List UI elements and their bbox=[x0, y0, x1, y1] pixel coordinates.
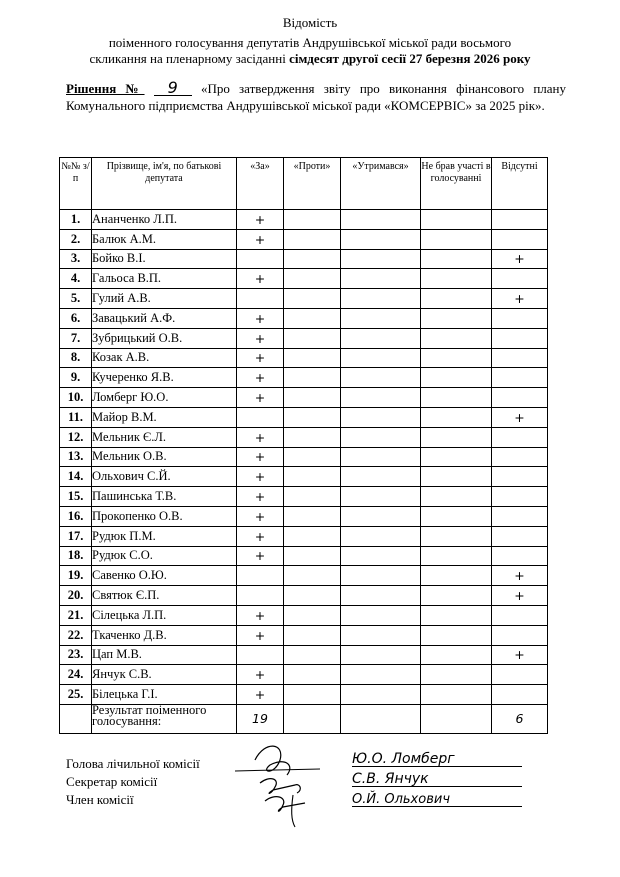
col-abstain-header: «Утримався» bbox=[341, 158, 421, 210]
vote-against bbox=[284, 447, 341, 467]
table-row bbox=[60, 467, 548, 487]
vote-abstain bbox=[341, 625, 421, 645]
vote-for: + bbox=[237, 605, 284, 625]
chair-name-line bbox=[352, 750, 522, 767]
vote-novote bbox=[421, 467, 492, 487]
vote-abstain bbox=[341, 289, 421, 309]
vote-abstain bbox=[341, 506, 421, 526]
table-row bbox=[60, 229, 548, 249]
row-number: 14. bbox=[60, 467, 92, 487]
deputy-name: Ткаченко Д.В. bbox=[92, 625, 237, 645]
row-number: 3. bbox=[60, 249, 92, 269]
table-row bbox=[60, 566, 548, 586]
vote-for: + bbox=[237, 685, 284, 705]
vote-for: + bbox=[237, 665, 284, 685]
votes-table bbox=[59, 157, 548, 734]
vote-absent bbox=[492, 526, 548, 546]
table-row bbox=[60, 407, 548, 427]
vote-novote bbox=[421, 289, 492, 309]
vote-novote bbox=[421, 328, 492, 348]
table-row bbox=[60, 388, 548, 408]
vote-abstain bbox=[341, 645, 421, 665]
vote-absent: + bbox=[492, 249, 548, 269]
table-row bbox=[60, 447, 548, 467]
row-number: 20. bbox=[60, 586, 92, 606]
deputy-name: Білецька Г.І. bbox=[92, 685, 237, 705]
deputy-name: Мельник Є.Л. bbox=[92, 427, 237, 447]
vote-novote bbox=[421, 210, 492, 230]
vote-abstain bbox=[341, 665, 421, 685]
secretary-name-line bbox=[352, 770, 522, 787]
vote-against bbox=[284, 625, 341, 645]
vote-against bbox=[284, 210, 341, 230]
table-row bbox=[60, 546, 548, 566]
vote-against bbox=[284, 249, 341, 269]
deputy-name: Ананченко Л.П. bbox=[92, 210, 237, 230]
row-number: 22. bbox=[60, 625, 92, 645]
vote-for: + bbox=[237, 328, 284, 348]
vote-against bbox=[284, 368, 341, 388]
vote-against bbox=[284, 506, 341, 526]
row-number: 18. bbox=[60, 546, 92, 566]
row-number: 7. bbox=[60, 328, 92, 348]
result-num-cell bbox=[60, 704, 92, 733]
vote-absent bbox=[492, 388, 548, 408]
vote-abstain bbox=[341, 447, 421, 467]
deputy-name: Пашинська Т.В. bbox=[92, 487, 237, 507]
vote-absent bbox=[492, 210, 548, 230]
result-for: 19 bbox=[237, 704, 284, 733]
vote-absent bbox=[492, 229, 548, 249]
row-number: 24. bbox=[60, 665, 92, 685]
vote-absent bbox=[492, 427, 548, 447]
vote-absent bbox=[492, 308, 548, 328]
vote-for: + bbox=[237, 526, 284, 546]
vote-against bbox=[284, 308, 341, 328]
deputy-name: Цап М.В. bbox=[92, 645, 237, 665]
table-row bbox=[60, 487, 548, 507]
vote-against bbox=[284, 487, 341, 507]
row-number: 16. bbox=[60, 506, 92, 526]
vote-against bbox=[284, 348, 341, 368]
vote-abstain bbox=[341, 229, 421, 249]
vote-against bbox=[284, 685, 341, 705]
col-against-header: «Проти» bbox=[284, 158, 341, 210]
table-row bbox=[60, 308, 548, 328]
row-number: 12. bbox=[60, 427, 92, 447]
vote-against bbox=[284, 328, 341, 348]
vote-for: + bbox=[237, 625, 284, 645]
vote-for: + bbox=[237, 487, 284, 507]
vote-against bbox=[284, 605, 341, 625]
table-row bbox=[60, 210, 548, 230]
vote-abstain bbox=[341, 605, 421, 625]
deputy-name: Гальоса В.П. bbox=[92, 269, 237, 289]
vote-for: + bbox=[237, 506, 284, 526]
table-row bbox=[60, 605, 548, 625]
deputy-name: Ольхович С.Й. bbox=[92, 467, 237, 487]
vote-novote bbox=[421, 487, 492, 507]
vote-against bbox=[284, 665, 341, 685]
vote-against bbox=[284, 586, 341, 606]
row-number: 15. bbox=[60, 487, 92, 507]
table-row bbox=[60, 269, 548, 289]
vote-abstain bbox=[341, 487, 421, 507]
vote-against bbox=[284, 546, 341, 566]
deputy-name: Савенко О.Ю. bbox=[92, 566, 237, 586]
row-number: 9. bbox=[60, 368, 92, 388]
deputy-name: Кучеренко Я.В. bbox=[92, 368, 237, 388]
vote-absent: + bbox=[492, 289, 548, 309]
vote-against bbox=[284, 526, 341, 546]
table-header-row bbox=[60, 158, 548, 210]
vote-abstain bbox=[341, 368, 421, 388]
vote-for bbox=[237, 645, 284, 665]
vote-novote bbox=[421, 685, 492, 705]
vote-against bbox=[284, 388, 341, 408]
col-name-header: Прізвище, ім'я, по батькові депутата bbox=[92, 158, 237, 210]
vote-for: + bbox=[237, 467, 284, 487]
vote-for bbox=[237, 586, 284, 606]
table-row bbox=[60, 645, 548, 665]
table-row bbox=[60, 506, 548, 526]
member-label: Член комісії bbox=[66, 792, 134, 807]
deputy-name: Балюк А.М. bbox=[92, 229, 237, 249]
session-plain: скликання на пленарному засіданні bbox=[89, 51, 290, 66]
row-number: 11. bbox=[60, 407, 92, 427]
vote-abstain bbox=[341, 685, 421, 705]
decision-text: «Про затвердження звіту про виконання фінансового плану Комунального підприємства Андрушівської міської ради «КОМСЕРВІС» за 2025 рік». bbox=[66, 81, 566, 113]
vote-absent: + bbox=[492, 645, 548, 665]
vote-abstain bbox=[341, 586, 421, 606]
row-number: 1. bbox=[60, 210, 92, 230]
handwritten-signatures bbox=[225, 735, 335, 830]
row-number: 19. bbox=[60, 566, 92, 586]
deputy-name: Завацький А.Ф. bbox=[92, 308, 237, 328]
vote-for: + bbox=[237, 348, 284, 368]
vote-for: + bbox=[237, 388, 284, 408]
table-row bbox=[60, 625, 548, 645]
vote-abstain bbox=[341, 210, 421, 230]
deputy-name: Майор В.М. bbox=[92, 407, 237, 427]
vote-novote bbox=[421, 348, 492, 368]
vote-for bbox=[237, 407, 284, 427]
secretary-name: С.В. Янчук bbox=[352, 771, 429, 787]
vote-for bbox=[237, 249, 284, 269]
vote-novote bbox=[421, 526, 492, 546]
vote-novote bbox=[421, 269, 492, 289]
deputy-name: Бойко В.І. bbox=[92, 249, 237, 269]
vote-novote bbox=[421, 546, 492, 566]
vote-absent bbox=[492, 447, 548, 467]
deputy-name: Мельник О.В. bbox=[92, 447, 237, 467]
deputy-name: Янчук С.В. bbox=[92, 665, 237, 685]
vote-abstain bbox=[341, 388, 421, 408]
vote-abstain bbox=[341, 269, 421, 289]
vote-novote bbox=[421, 249, 492, 269]
vote-for bbox=[237, 566, 284, 586]
decision-label: Рішення № bbox=[66, 81, 145, 96]
row-number: 4. bbox=[60, 269, 92, 289]
vote-novote bbox=[421, 368, 492, 388]
vote-novote bbox=[421, 625, 492, 645]
vote-abstain bbox=[341, 308, 421, 328]
vote-for: + bbox=[237, 427, 284, 447]
vote-novote bbox=[421, 407, 492, 427]
vote-abstain bbox=[341, 328, 421, 348]
session-date: сімдесят другої сесії 27 березня 2026 року bbox=[289, 51, 531, 66]
deputy-name: Святюк Є.П. bbox=[92, 586, 237, 606]
vote-novote bbox=[421, 447, 492, 467]
deputy-name: Рудюк С.О. bbox=[92, 546, 237, 566]
table-row bbox=[60, 586, 548, 606]
result-row bbox=[60, 704, 548, 733]
vote-abstain bbox=[341, 566, 421, 586]
vote-absent bbox=[492, 605, 548, 625]
col-novote-header: Не брав участі в голосуванні bbox=[421, 158, 492, 210]
decision-block bbox=[66, 80, 566, 114]
vote-against bbox=[284, 289, 341, 309]
vote-for: + bbox=[237, 546, 284, 566]
deputy-name: Прокопенко О.В. bbox=[92, 506, 237, 526]
vote-novote bbox=[421, 308, 492, 328]
vote-abstain bbox=[341, 467, 421, 487]
vote-against bbox=[284, 467, 341, 487]
vote-absent bbox=[492, 368, 548, 388]
result-abstain bbox=[341, 704, 421, 733]
deputy-name: Рудюк П.М. bbox=[92, 526, 237, 546]
vote-for bbox=[237, 289, 284, 309]
row-number: 10. bbox=[60, 388, 92, 408]
col-num-header: №№ з/п bbox=[60, 158, 92, 210]
vote-absent bbox=[492, 487, 548, 507]
table-row bbox=[60, 328, 548, 348]
col-absent-header: Відсутні bbox=[492, 158, 548, 210]
vote-novote bbox=[421, 586, 492, 606]
row-number: 2. bbox=[60, 229, 92, 249]
row-number: 25. bbox=[60, 685, 92, 705]
vote-absent bbox=[492, 665, 548, 685]
vote-for: + bbox=[237, 368, 284, 388]
vote-novote bbox=[421, 388, 492, 408]
row-number: 17. bbox=[60, 526, 92, 546]
doc-session-line bbox=[0, 51, 620, 67]
vote-for: + bbox=[237, 229, 284, 249]
vote-abstain bbox=[341, 407, 421, 427]
vote-absent bbox=[492, 625, 548, 645]
vote-for: + bbox=[237, 210, 284, 230]
row-number: 13. bbox=[60, 447, 92, 467]
vote-abstain bbox=[341, 526, 421, 546]
result-against bbox=[284, 704, 341, 733]
vote-absent bbox=[492, 506, 548, 526]
vote-for: + bbox=[237, 269, 284, 289]
table-row bbox=[60, 249, 548, 269]
table-row bbox=[60, 289, 548, 309]
vote-novote bbox=[421, 645, 492, 665]
vote-absent bbox=[492, 328, 548, 348]
row-number: 21. bbox=[60, 605, 92, 625]
vote-against bbox=[284, 229, 341, 249]
vote-novote bbox=[421, 229, 492, 249]
vote-absent: + bbox=[492, 407, 548, 427]
deputy-name: Зубрицький О.В. bbox=[92, 328, 237, 348]
member-name: О.Й. Ольхович bbox=[352, 792, 450, 807]
vote-against bbox=[284, 566, 341, 586]
vote-absent bbox=[492, 348, 548, 368]
row-number: 8. bbox=[60, 348, 92, 368]
table-row bbox=[60, 427, 548, 447]
vote-abstain bbox=[341, 249, 421, 269]
vote-novote bbox=[421, 427, 492, 447]
row-number: 6. bbox=[60, 308, 92, 328]
member-name-line bbox=[352, 790, 522, 807]
secretary-label: Секретар комісії bbox=[66, 774, 158, 789]
vote-abstain bbox=[341, 427, 421, 447]
result-label: Результат поіменного голосування: bbox=[92, 704, 237, 733]
deputy-name: Гулий А.В. bbox=[92, 289, 237, 309]
vote-against bbox=[284, 407, 341, 427]
vote-absent bbox=[492, 685, 548, 705]
vote-absent: + bbox=[492, 586, 548, 606]
vote-novote bbox=[421, 605, 492, 625]
vote-absent bbox=[492, 467, 548, 487]
vote-against bbox=[284, 645, 341, 665]
vote-novote bbox=[421, 665, 492, 685]
deputy-name: Козак А.В. bbox=[92, 348, 237, 368]
chair-name: Ю.О. Ломберг bbox=[352, 751, 455, 767]
result-novote bbox=[421, 704, 492, 733]
vote-against bbox=[284, 427, 341, 447]
table-row bbox=[60, 685, 548, 705]
vote-for: + bbox=[237, 308, 284, 328]
vote-novote bbox=[421, 506, 492, 526]
table-row bbox=[60, 348, 548, 368]
vote-abstain bbox=[341, 348, 421, 368]
vote-against bbox=[284, 269, 341, 289]
table-row bbox=[60, 665, 548, 685]
vote-abstain bbox=[341, 546, 421, 566]
decision-number: 9 bbox=[154, 81, 192, 96]
vote-novote bbox=[421, 566, 492, 586]
vote-absent: + bbox=[492, 566, 548, 586]
vote-absent bbox=[492, 546, 548, 566]
row-number: 23. bbox=[60, 645, 92, 665]
result-absent: 6 bbox=[492, 704, 548, 733]
chair-label: Голова лічильної комісії bbox=[66, 756, 200, 771]
table-row bbox=[60, 526, 548, 546]
vote-for: + bbox=[237, 447, 284, 467]
col-for-header: «За» bbox=[237, 158, 284, 210]
deputy-name: Ломберг Ю.О. bbox=[92, 388, 237, 408]
row-number: 5. bbox=[60, 289, 92, 309]
doc-title: Відомість bbox=[282, 15, 338, 30]
table-row bbox=[60, 368, 548, 388]
doc-subtitle: поіменного голосування депутатів Андрушівської міської ради восьмого bbox=[108, 35, 512, 50]
vote-absent bbox=[492, 269, 548, 289]
deputy-name: Сілецька Л.П. bbox=[92, 605, 237, 625]
